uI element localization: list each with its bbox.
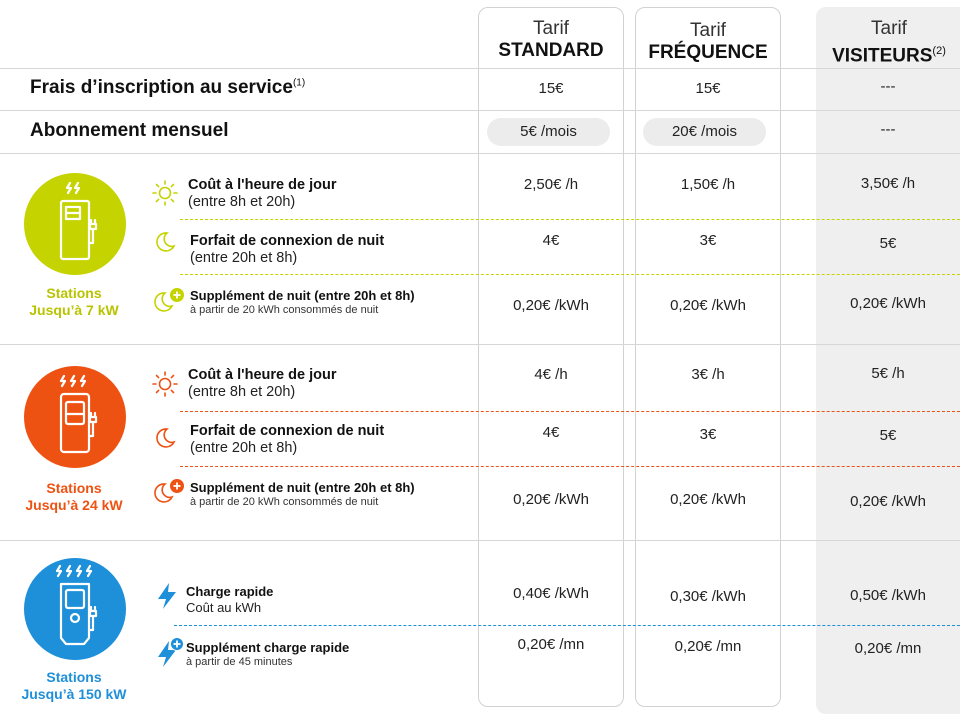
item-24kw-night-subtitle: (entre 20h et 8h) (190, 440, 298, 456)
item-150kw-supplement-title: Supplément charge rapide (186, 640, 350, 655)
charging-station-150kw-icon (24, 558, 126, 660)
value-24kw-night-visiteurs: 5€ (879, 427, 897, 444)
row-label-registration (30, 77, 305, 99)
divider (180, 466, 960, 467)
item-7kw-supplement-subtitle: à partir de 20 kWh consommés de nuit (190, 304, 379, 316)
item-7kw-supplement-title: Supplément de nuit (entre 20h et 8h) (190, 288, 415, 303)
station-24kw-badge (24, 366, 126, 468)
value-24kw-supplement-visiteurs: 0,20€ /kWh (850, 493, 926, 510)
station-7kw-line2: Jusqu’à 7 kW (29, 302, 119, 318)
value-7kw-supplement-standard: 0,20€ /kWh (513, 297, 589, 314)
value-150kw-fast-frequence: 0,30€ /kWh (670, 588, 746, 605)
column-visiteurs (816, 7, 960, 714)
item-150kw-supplement-subtitle: à partir de 45 minutes (186, 656, 293, 668)
station-7kw-badge (24, 173, 126, 275)
item-150kw-fast-subtitle: Coût au kWh (186, 600, 262, 615)
moon-plus-icon (152, 478, 186, 506)
item-7kw-night-subtitle: (entre 20h et 8h) (190, 250, 298, 266)
header-visiteurs-sup: (2) (932, 45, 946, 57)
divider (180, 274, 960, 275)
value-registration-standard: 15€ (538, 80, 564, 97)
value-7kw-supplement-frequence: 0,20€ /kWh (670, 297, 746, 314)
item-24kw-night-title: Forfait de connexion de nuit (190, 423, 385, 439)
station-150kw-label (4, 669, 144, 703)
value-subscription-standard: 5€ /mois (487, 118, 610, 146)
value-150kw-fast-visiteurs: 0,50€ /kWh (850, 587, 926, 604)
value-24kw-supplement-standard: 0,20€ /kWh (513, 491, 589, 508)
value-registration-visiteurs: --- (880, 78, 896, 95)
item-24kw-day-title: Coût à l'heure de jour (188, 367, 337, 383)
value-7kw-supplement-visiteurs: 0,20€ /kWh (850, 295, 926, 312)
value-7kw-day-frequence: 1,50€ /h (680, 176, 736, 193)
value-24kw-night-standard: 4€ (542, 424, 560, 441)
station-24kw-line1: Stations (46, 480, 102, 496)
sun-icon (152, 180, 178, 206)
moon-icon (154, 231, 176, 253)
lightning-plus-icon (155, 637, 187, 669)
header-visiteurs (816, 18, 960, 67)
value-7kw-night-standard: 4€ (542, 232, 560, 249)
header-frequence-line1: Tarif (690, 20, 726, 41)
station-7kw-label (4, 285, 144, 319)
item-7kw-day-subtitle: (entre 8h et 20h) (188, 194, 296, 210)
sun-icon (152, 371, 178, 397)
item-150kw-fast-title: Charge rapide (186, 584, 274, 599)
header-visiteurs-line2-wrap (816, 40, 960, 67)
value-subscription-visiteurs: --- (880, 121, 896, 138)
divider (0, 153, 960, 154)
value-7kw-night-visiteurs: 5€ (879, 235, 897, 252)
value-150kw-supplement-visiteurs: 0,20€ /mn (854, 640, 922, 657)
station-150kw-badge (24, 558, 126, 660)
value-7kw-day-visiteurs: 3,50€ /h (860, 175, 916, 192)
item-7kw-day-title: Coût à l'heure de jour (188, 177, 337, 193)
value-subscription-frequence: 20€ /mois (643, 118, 766, 146)
divider (180, 411, 960, 412)
value-24kw-day-standard: 4€ /h (534, 366, 568, 383)
value-7kw-night-frequence: 3€ (699, 232, 717, 249)
header-frequence (635, 20, 781, 64)
lightning-icon (155, 582, 179, 610)
header-visiteurs-line1: Tarif (871, 18, 907, 39)
item-7kw-night-title: Forfait de connexion de nuit (190, 233, 385, 249)
station-24kw-label (4, 480, 144, 514)
value-24kw-night-frequence: 3€ (699, 426, 717, 443)
item-24kw-supplement-subtitle: à partir de 20 kWh consommés de nuit (190, 496, 379, 508)
header-visiteurs-line2: VISITEURS (832, 45, 933, 67)
station-7kw-line1: Stations (46, 285, 102, 301)
header-standard-line2: STANDARD (498, 40, 604, 61)
header-standard (478, 18, 624, 62)
value-150kw-supplement-standard: 0,20€ /mn (517, 636, 585, 653)
divider (180, 219, 960, 220)
row-label-registration-sup: (1) (292, 77, 306, 89)
charging-station-24kw-icon (24, 366, 126, 468)
moon-icon (154, 427, 176, 449)
value-24kw-supplement-frequence: 0,20€ /kWh (670, 491, 746, 508)
value-24kw-day-frequence: 3€ /h (691, 366, 725, 383)
row-label-subscription: Abonnement mensuel (30, 120, 229, 141)
column-standard (478, 7, 624, 707)
header-frequence-line2: FRÉQUENCE (648, 42, 768, 63)
divider (0, 540, 960, 541)
charging-station-7kw-icon (24, 173, 126, 275)
station-24kw-line2: Jusqu’à 24 kW (25, 497, 123, 513)
value-registration-frequence: 15€ (695, 80, 721, 97)
value-24kw-day-visiteurs: 5€ /h (871, 365, 905, 382)
item-24kw-supplement-title: Supplément de nuit (entre 20h et 8h) (190, 480, 415, 495)
value-7kw-day-standard: 2,50€ /h (523, 176, 579, 193)
divider (174, 625, 960, 626)
station-150kw-line1: Stations (46, 669, 102, 685)
divider (0, 110, 960, 111)
divider (0, 68, 960, 69)
value-150kw-supplement-frequence: 0,20€ /mn (674, 638, 742, 655)
moon-plus-icon (152, 287, 186, 315)
station-150kw-line2: Jusqu’à 150 kW (21, 686, 127, 702)
row-label-registration-text: Frais d’inscription au service (30, 77, 293, 98)
divider (0, 344, 960, 345)
item-24kw-day-subtitle: (entre 8h et 20h) (188, 384, 296, 400)
value-150kw-fast-standard: 0,40€ /kWh (513, 585, 589, 602)
header-standard-line1: Tarif (533, 18, 569, 39)
